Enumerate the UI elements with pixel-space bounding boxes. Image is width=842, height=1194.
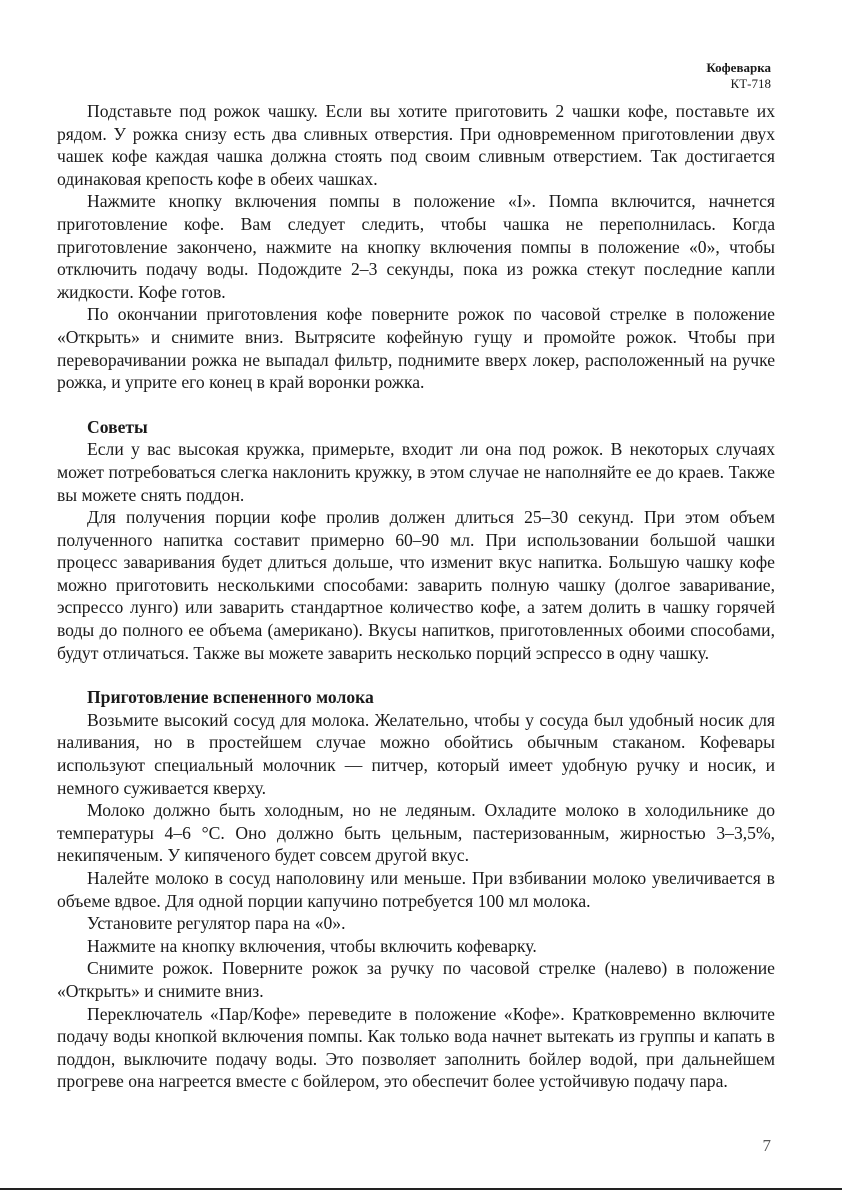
body-paragraph: Переключатель «Пар/Кофе» переведите в положение «Кофе». Кратковременно включите подачу воды кнопкой включения помпы. Как только вода начнет вытекать из группы и капать в поддон, выключите подачу воды. Это позволяет заполнить бойлер водой, при дальнейшем прогреве она нагреется вместе с бойлером, это обеспечит более устойчивую подачу пара.: [57, 1003, 775, 1092]
body-paragraph: Налейте молоко в сосуд наполовину или меньше. При взбивании молоко увеличивается в объеме вдвое. Для одной порции капучино потребуется 100 мл молока.: [57, 868, 775, 911]
section-heading-tips: Советы: [87, 416, 148, 437]
body-paragraph: Молоко должно быть холодным, но не ледяным. Охладите молоко в холодильнике до температуры 4–6 °С. Оно должно быть цельным, пастеризованным, жирностью 3–3,5%, некипяченым. У кипяченого будет совсем другой вкус.: [57, 800, 775, 866]
page-number: 7: [762, 1136, 771, 1155]
header-model-number: КТ-718: [730, 76, 771, 91]
body-paragraph: Нажмите кнопку включения помпы в положение «I». Помпа включится, начнется приготовление кофе. Вам следует следить, чтобы чашка не переполнилась. Когда приготовление закончено, нажмите на кнопку включения помпы в положение «0», чтобы отключить подачу воды. Подождите 2–3 секунды, пока из рожка стекут последние капли жидкости. Кофе готов.: [57, 191, 775, 302]
body-paragraph: Возьмите высокий сосуд для молока. Желательно, чтобы у сосуда был удобный носик для наливания, но в простейшем случае можно обойтись обычным стаканом. Кофевары используют специальный молочник — питчер, который имеет удобную ручку и носик, и немного суживается кверху.: [57, 709, 775, 798]
running-header: [706, 60, 771, 92]
body-paragraph: Если у вас высокая кружка, примерьте, входит ли она под рожок. В некоторых случаях может потребоваться слегка наклонить кружку, в этом случае не наполняйте ее до краев. Также вы можете снять поддон.: [57, 439, 775, 505]
section-heading-milk: Приготовление вспененного молока: [87, 687, 374, 708]
section-spacer: [57, 394, 775, 416]
bottom-divider: [0, 1188, 842, 1190]
body-paragraph: Для получения порции кофе пролив должен длиться 25–30 секунд. При этом объем полученного напитка составит примерно 60–90 мл. При использовании большой чашки процесс заваривания будет длиться дольше, что изменит вкус напитка. Большую чашку кофе можно приготовить несколькими способами: заварить полную чашку (долгое заваривание, эспрессо лунго) или заварить стандартное количество кофе, а затем долить в чашку горячей воды до полного ее объема (американо). Вкусы напитков, приготовленных обоими способами, будут отличаться. Также вы можете заварить несколько порций эспрессо в одну чашку.: [57, 507, 775, 663]
page-body: [57, 100, 775, 1093]
section-spacer: [57, 664, 775, 686]
body-paragraph: Подставьте под рожок чашку. Если вы хотите приготовить 2 чашки кофе, поставьте их рядом. У рожка снизу есть два сливных отверстия. При одновременном приготовлении двух чашек кофе каждая чашка должна стоять под своим сливным отверстием. Так достигается одинаковая крепость кофе в обеих чашках.: [57, 101, 775, 189]
body-paragraph: Снимите рожок. Поверните рожок за ручку по часовой стрелке (налево) в положение «Открыть» и снимите вниз.: [57, 958, 775, 1001]
body-paragraph: По окончании приготовления кофе поверните рожок по часовой стрелке в положение «Открыть» и снимите вниз. Вытрясите кофейную гущу и промойте рожок. Чтобы при переворачивании рожка не выпадал фильтр, поднимите вверх локер, расположенный на ручке рожка, и уприте его конец в край воронки рожка.: [57, 304, 775, 393]
body-paragraph: Нажмите на кнопку включения, чтобы включить кофеварку.: [87, 935, 537, 956]
body-paragraph: Установите регулятор пара на «0».: [87, 913, 346, 934]
header-product-name: Кофеварка: [706, 60, 771, 75]
